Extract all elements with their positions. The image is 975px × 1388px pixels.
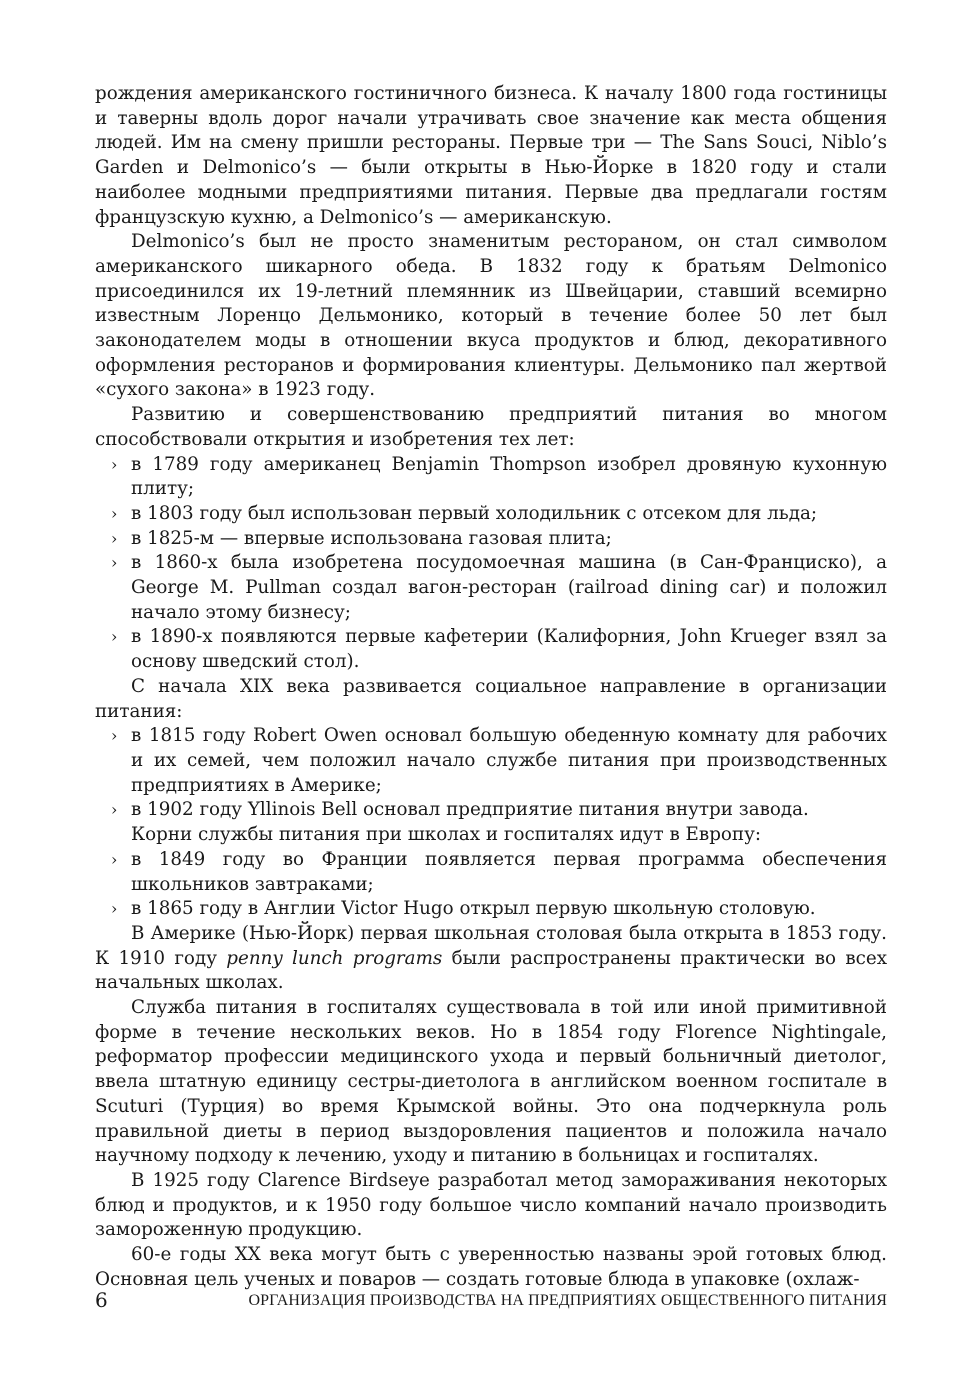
list-item [95,551,887,625]
paragraph-school-lunch [95,922,887,996]
list-item [95,724,887,798]
bullet-marker: › [111,503,118,523]
list-item [95,625,887,674]
list-item [95,897,887,922]
page-number: 6 [95,1288,108,1312]
paragraph-hospitals: Служба питания в госпиталях существовала в той или иной примитивной форме в течение нескольких веков. Но в 1854 году Florence Nightingale, реформатор профессии медицинского ухода и первый больничный диетолог, ввела штатную единицу сестры-диетолога в английском военном госпитале в Scuturi (Турция) во время Крымской войны. Это она подчеркнула роль правильной диеты в период выздоровления пациентов и положила начало научному подходу к лечению, уходу и питанию в больницах и госпиталях. [95,997,887,1167]
page-footer [95,1288,887,1312]
bullet-marker: › [111,726,118,746]
paragraph-social-intro: С начала XIX века развивается социальное направление в организации питания: [95,675,887,722]
list-item-text: в 1890-х появляются первые кафетерии (Калифорния, John Krueger взял за основу шведский стол). [131,626,887,673]
bullet-marker: › [111,528,118,548]
list-item-text: в 1902 году Yllinois Bell основал предприятие питания внутри завода. [131,799,809,821]
list-item-text: в 1815 году Robert Owen основал большую обеденную комнату для рабочих и их семей, чем положил начало службе питания при производственных предприятиях в Америке; [131,725,887,796]
list-item-text: в 1860-х была изобретена посудомоечная машина (в Сан-Франциско), а George M. Pullman создал вагон-ресторан (railroad dining car) и положил начало этому бизнесу; [131,552,887,623]
paragraph-text: были распространены практически во всех начальных школах. [95,947,887,994]
list-item-text: в 1789 году американец Benjamin Thompson изобрел дровяную кухонную плиту; [131,453,887,500]
running-head: ОРГАНИЗАЦИЯ ПРОИЗВОДСТВА НА ПРЕДПРИЯТИЯХ ОБЩЕСТВЕННОГО ПИТАНИЯ [248,1292,887,1309]
paragraph-inventions-intro: Развитию и совершенствованию предприятий питания во многом способствовали открытия и изобретения тех лет: [95,404,887,450]
list-item-text: в 1803 году был использован первый холодильник с отсеком для льда; [131,502,818,524]
list-item [95,502,887,527]
list-item [95,848,887,897]
list-item-text: в 1865 году в Англии Victor Hugo открыл первую школьную столовую. [131,898,816,920]
bullet-marker: › [111,627,118,647]
bullet-marker: › [111,454,118,474]
bullet-marker: › [111,553,118,573]
page-body [95,82,887,1292]
emphasis-text: penny lunch programs [226,947,443,969]
list-item-text: в 1825-м — впервые использована газовая плита; [131,527,612,549]
list-inventions [95,453,887,675]
list-item [95,798,887,823]
list-item-text: в 1849 году во Франции появляется первая программа обеспечения школьников завтраками; [131,848,887,895]
bullet-marker: › [111,800,118,820]
paragraph-ready-meals: 60-е годы XX века могут быть с уверенностью названы эрой готовых блюд. Основная цель ученых и поваров — создать готовые блюда в упаковке (охлаж- [95,1244,887,1290]
paragraph-europe-intro: Корни службы питания при школах и госпиталях идут в Европу: [131,824,762,846]
paragraph-delmonico: Delmonico’s был не просто знаменитым рестораном, он стал символом американского шикарного обеда. В 1832 году к братьям Delmonico присоединился их 19-летний племянник из Швейцарии, ставший всемирно известным Лоренцо Дельмонико, который в течение более 50 лет был законодателем моды в отношении вкуса продуктов и блюд, декоративного оформления ресторанов и формирования клиентуры. Дельмонико пал жертвой «сухого закона» в 1923 году. [95,231,887,401]
list-item [95,453,887,502]
bullet-marker: › [111,849,118,869]
paragraph-frozen-food: В 1925 году Clarence Birdseye разработал метод замораживания некоторых блюд и продуктов, и к 1950 году большое число компаний начало производить замороженную продукцию. [95,1169,887,1241]
bullet-marker: › [111,899,118,919]
list-europe [95,848,887,922]
paragraph-text: В Америке (Нью-Йорк) первая школьная столовая была открыта в 1853 году. К 1910 году [95,922,887,969]
list-social [95,724,887,823]
paragraph-hotel-history: рождения американского гостиничного бизнеса. К началу 1800 года гостиницы и таверны вдоль дорог начали утрачивать свое значение как места общения людей. Им на смену пришли рестораны. Первые три — The Sans Souci, Niblo’s Garden и Delmonico’s — были открыты в Нью-Йорке в 1820 году и стали наиболее модными предприятиями питания. Первые два предлагали гостям французскую кухню, а Delmonico’s — американскую. [95,83,887,228]
list-item [95,527,887,552]
